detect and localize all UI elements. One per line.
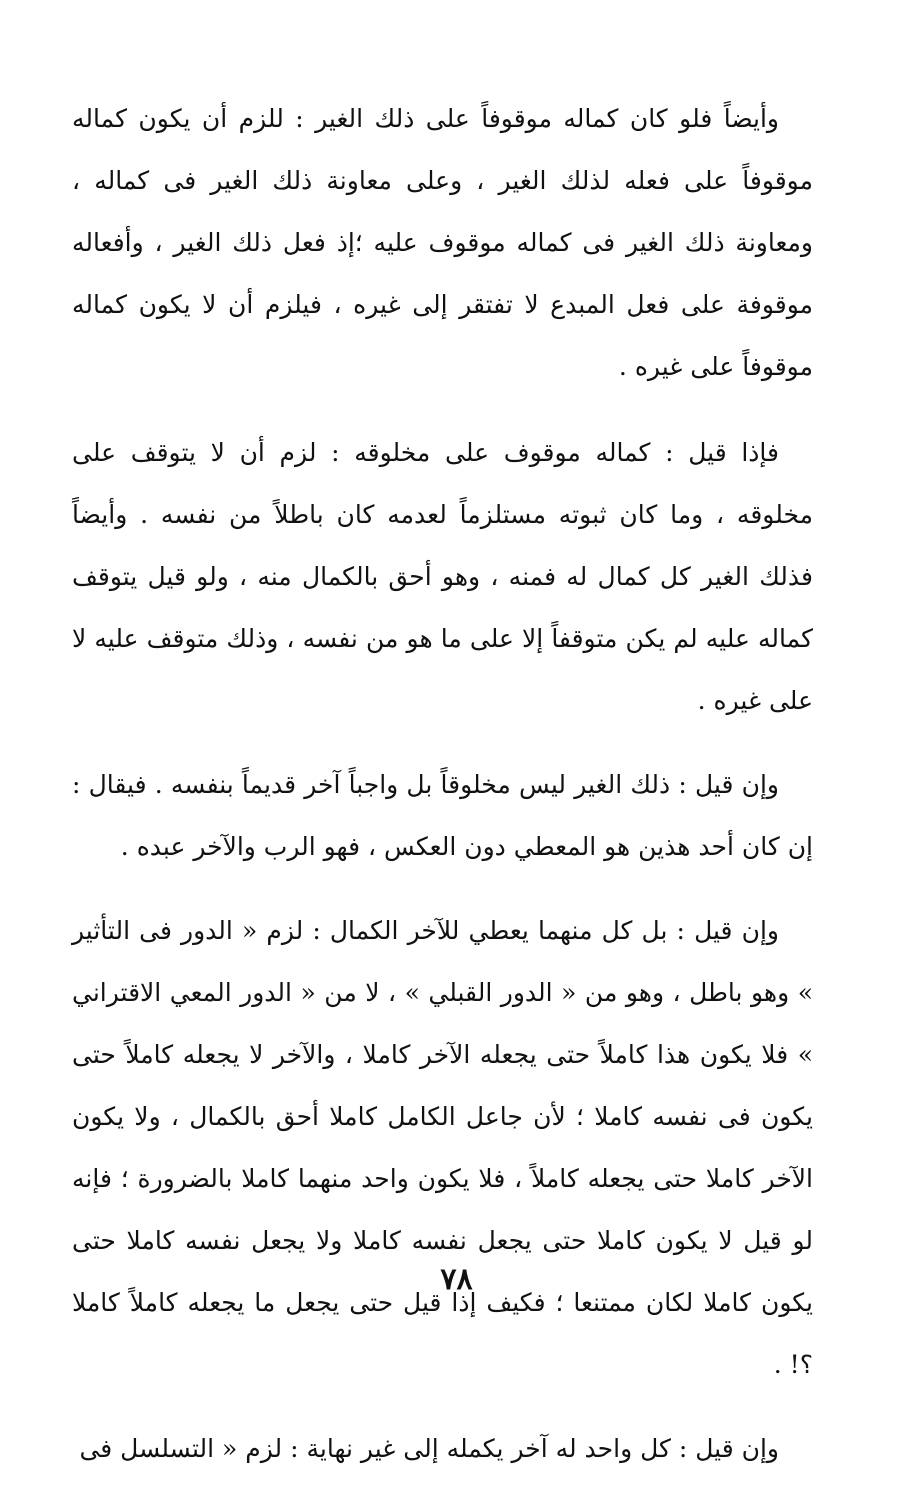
paragraph-2: فإذا قيل : كماله موقوف على مخلوقه : لزم أن لا يتوقف على مخلوقه ، وما كان ثبوته مستلزماً لعدمه كان باطلاً من نفسه . وأيضاً فذلك الغير كل كمال له فمنه ، وهو أحق بالكمال منه ، ولو قيل يتوقف كماله عليه لم يكن متوقفاً إلا على ما هو من نفسه ، وذلك متوقف عليه لا على غيره .: [72, 438, 813, 715]
paragraph-5: وإن قيل : كل واحد له آخر يكمله إلى غير نهاية : لزم « التسلسل فى: [79, 1434, 779, 1463]
paragraph-3: وإن قيل : ذلك الغير ليس مخلوقاً بل واجباً آخر قديماً بنفسه . فيقال : إن كان أحد هذين هو المعطي دون العكس ، فهو الرب والآخر عبده .: [72, 770, 813, 861]
page-number: ٧٨: [440, 1262, 473, 1297]
paragraph-1: وأيضاً فلو كان كماله موقوفاً على ذلك الغير : للزم أن يكون كماله موقوفاً على فعله لذلك الغير ، وعلى معاونة ذلك الغير فى كماله ، ومعاونة ذلك الغير فى كماله موقوف عليه ؛إذ فعل ذلك الغير ، وأفعاله موقوفة على فعل المبدع لا تفتقر إلى غيره ، فيلزم أن لا يكون كماله موقوفاً على غيره .: [72, 104, 813, 381]
paragraph-4: وإن قيل : بل كل منهما يعطي للآخر الكمال : لزم « الدور فى التأثير » وهو باطل ، وهو من « الدور القبلي » ، لا من « الدور المعي الاقتراني » فلا يكون هذا كاملاً حتى يجعله الآخر كاملا ، والآخر لا يجعله كاملاً حتى يكون فى نفسه كاملا ؛ لأن جاعل الكامل كاملا أحق بالكمال ، ولا يكون الآخر كاملا حتى يجعله كاملاً ، فلا يكون واحد منهما كاملا بالضرورة ؛ فإنه لو قيل لا يكون كاملا حتى يجعل نفسه كاملا ولا يجعل نفسه كاملا حتى يكون كاملا لكان ممتنعا ؛ فكيف إذا قيل حتى يجعل ما يجعله كاملاً كاملا ؟! .: [72, 916, 813, 1379]
